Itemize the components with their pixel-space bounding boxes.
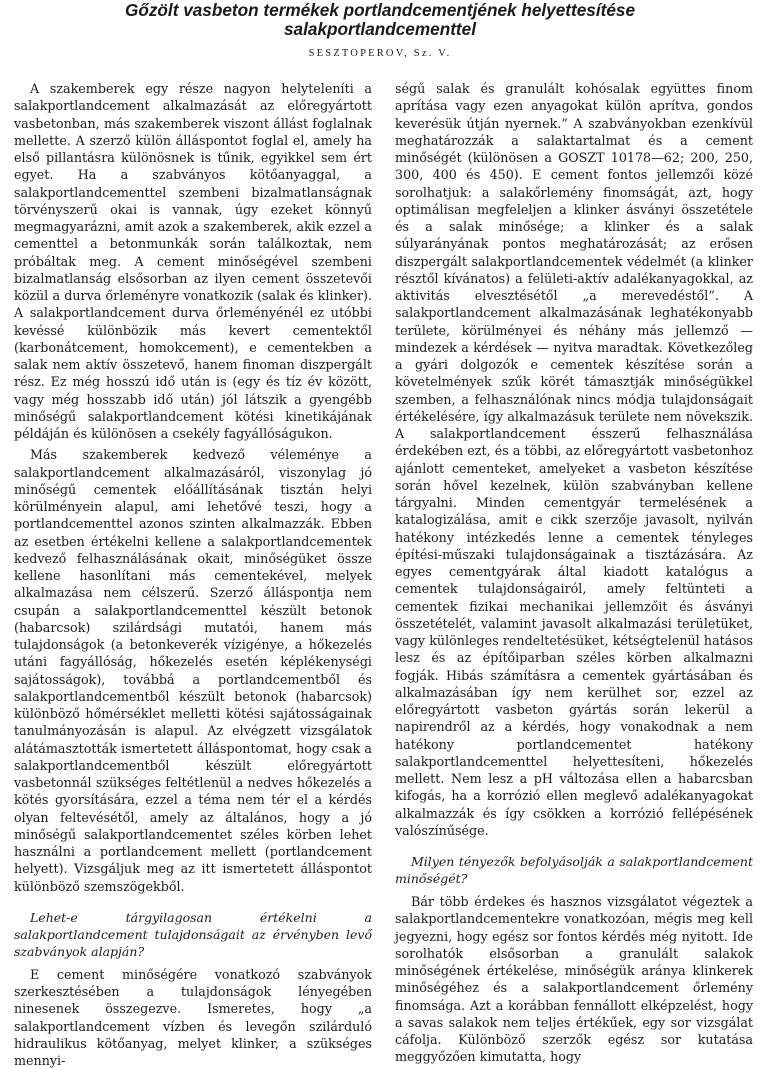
paragraph: Más szakemberek kedvező véleménye a salakportlandcement alkalmazásáról, viszonylag jó minőségű cementek előállításának tisztán helyi körülményein alapul, ami lehetővé teszi, hogy a portlandcementtel azonos szinten alkalmazzák. Ebben az esetben értékelni kellene a salakportlandcementek kedvező felhasználásának okait, minőségüket össze kellene hasonlítani más cementekével, melyek alkalmazása nem célszerű. Szerző álláspontja nem csupán a salakportlandcementtel készült betonok (habarcsok) szilárdsági mutatói, hanem más tulajdonságok (a betonkeverék vízigénye, a hőkezelés utáni fagyállóság, hőkezelés esetén képlékenységi sajátosságok), továbbá a portlandcementből és salakportlandcementből készült betonok (habarcsok) különböző hőmérséklet melletti kötési sajátosságainak tanulmányozásán is alapul. Az elvégzett vizsgálatok alátámasztották ismertetett álláspontomat, hogy csak a salakportlandcementből készült előregyártott vasbetonnál szükséges feltétlenül a nedves hőkezelés a kötés gyorsítására, ezzel a téma nem tér el a kérdés olyan feltevésétől, amely az általános, hogy a jó minőségű salakportlandcementet széles körben lehet használni a portlandcement mellett (portlandcement helyett). Vizsgáljuk meg az itt ismertetett álláspontot különböző szemszögekből. bbox=[14, 447, 372, 894]
article-title-line-2: salakportlandcementtel bbox=[284, 19, 476, 39]
left-column bbox=[14, 80, 372, 1069]
paragraph: E cement minőségére vonatkozó szabványok szerkesztésében a tulajdonságok lényegében ninesenek összegezve. Ismeretes, hogy „a salakportlandcement vízben és levegőn szilárduló hidraulikus kötőanyag, melyet klinker, a szükséges mennyi- bbox=[14, 966, 372, 1068]
section-heading: Milyen tényezők befolyásolják a salakportlandcement minőségét? bbox=[395, 854, 753, 886]
paragraph: A szakemberek egy része nagyon helyteleníti a salakportlandcement alkalmazását az előregyártott vasbetonban, más szakemberek viszont állást foglalnak mellette. A szerző külön álláspontot foglal el, amely ha első pillantásra különösnek is tűnik, egyikkel sem ért egyet. Ha a szabványos kötőanyaggal, a salakportlandcementtel szembeni bizalmatlanságnak törvényszerű okai is vannak, úgy ezeket könnyű megmagyarázni, amit azok a szakemberek, akik ezzel a cementtel a betonmunkák során találkoztak, nem próbáltak meg. A cement minőségével szembeni bizalmatlanság elsősorban az ilyen cement összetevői közül a durva őrleményre vonatkozik (salak és klinker). A salakportlandcement durva őrleményénél ez utóbbi kevéssé különbözik más kevert cementektől (karbonátcement, homokcement), e cementekben a salak nem aktív összetevő, hanem finoman diszpergált rész. Ez még hosszú idő után is (egy és tíz év között, vagy még hosszabb idő után) jól látszik a gyengébb minőségű salakportlandcement kötési kinetikájának példáján és különösen a csekély fagyállóságukon. bbox=[14, 81, 372, 441]
article-title-line-1: Gőzölt vasbeton termékek portlandcementjének helyettesítése bbox=[124, 0, 636, 20]
article-author: SESZTOPEROV, Sz. V. bbox=[308, 48, 452, 59]
article-title bbox=[0, 1, 760, 39]
paragraph: ségű salak és granulált kohósalak együttes finom aprítása vagy ezen anyagokat külön aprítva, gondos keverésük útján nyernek.” A szabványokban ezenkívül meghatározzák a salaktartalmat és a cement minőségét (különösen a GOSZT 10178—62; 200, 250, 300, 400 és 450). E cement fontos jellemzői közé sorolhatjuk: a salakőrlemény finomságát, azt, hogy optimálisan megfeleljen a klinker ásványi összetétele és a salak minősége; a klinker és a salak súlyarányának pontos meghatározását; az erősen diszpergált salakportlandcementek védelmét (a klinker résztől kívánatos) a felületi-aktív adalékanyagokkal, az aktivitás elvesztésétől „a merevedéstől”. A salakportlandcement alkalmazásának leghatékonyabb területe, körülményei és néhány más jellemző — mindezek a kérdések — nyitva maradtak. Következőleg a gyári dolgozók e cementek készítése során a követelmények szűk körét támasztják minőségükkel szemben, a felhasználónak nincs módja tulajdonságait értékelésére, így alkalmazásuk területe nem növekszik. A salakportlandcement ésszerű felhasználása érdekében ezt, és a többi, az előregyártott vasbetonhoz ajánlott cementeket, amelyeket a vasbeton készítése során hővel kezelnek, külön szabványban kellene tárgyalni. Minden cementgyár termelésének a katalogizálása, amit e cikk szerzője javasolt, nyilván hatékony intézkedés lenne a cementek tényleges építési-műszaki tulajdonságainak a tisztázására. Az egyes cementgyárak által kiadott katalógus a cementek tulajdonságairól, amely feltünteti a cementek fizikai mechanikai jellemzőit és ásványi összetételét, valamint javasolt alkalmazási területüket, vagy különleges rendeltetésüket, kétségtelenül hatásos lesz és az építőiparban széles körben alkalmazni fogják. Hibás számításra a cementek gyártásában és alkalmazásában így nem kerülhet sor, ezzel az előregyártott vasbeton gyártás során lekerül a napirendről az a kérdés, hogy vonakodnak a nem hatékony portlandcementet hatékony salakportlandcementtel helyettesíteni, hőkezelés mellett. Nem lesz a pH változása ellen a habarcsban kifogás, ha a korrózió ellen meglevő adalékanyagokat alkalmazzák és így csökken a korrózió fellépésének valószínűsége. bbox=[395, 81, 753, 838]
right-column bbox=[395, 80, 753, 1066]
section-heading: Lehet-e tárgyilagosan értékelni a salakportlandcement tulajdonságait az érvényben levő szabványok alapján? bbox=[14, 909, 372, 959]
paragraph: Bár több érdekes és hasznos vizsgálatot végeztek a salakportlandcementekre vonatkozóan, mégis meg kell jegyezni, hogy egész sor fontos kérdés még nyitott. Ide sorolhatók elsősorban a granulált salakok minőségének értékelése, minőségük aránya klinkerek minőségéhez és a salakportlandcement őrlemény finomsága. Azt a korábban fennállott elképzelést, hogy a savas salakok nem teljes értékűek, egy sor vizsgálat cáfolja. Különböző szerzők egész sor kutatása meggyőzően kimutatta, hogy bbox=[395, 894, 753, 1065]
